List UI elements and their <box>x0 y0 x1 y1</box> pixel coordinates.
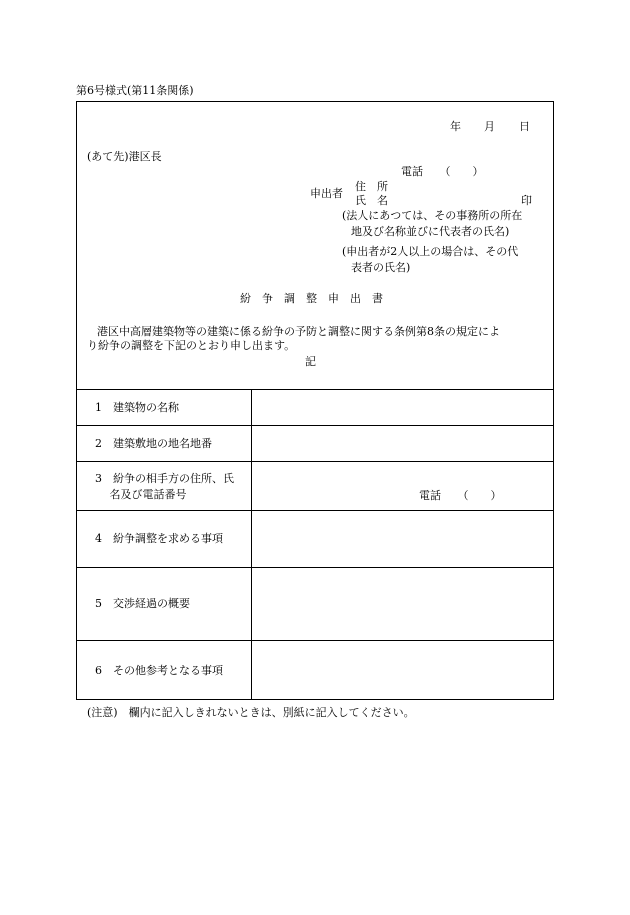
footnote: (注意) 欄内に記入しきれないときは、別紙に記入してください。 <box>87 706 415 719</box>
seal-mark: 印 <box>521 194 532 207</box>
date-day: 日 <box>519 120 530 133</box>
date-month: 月 <box>484 120 495 133</box>
note-multiple-line-2: 表者の氏名) <box>351 261 411 274</box>
body-line-2: り紛争の調整を下記のとおり申し出ます。 <box>87 339 296 352</box>
address-label: 住 所 <box>355 180 388 193</box>
form-number: 第6号様式(第11条関係) <box>76 84 194 97</box>
form-title: 紛 争 調 整 申 出 書 <box>240 292 383 305</box>
row-label-4: 4 紛争調整を求める事項 <box>95 532 223 545</box>
row-label-1: 1 建築物の名称 <box>95 401 179 414</box>
name-label: 氏 名 <box>355 194 388 207</box>
row-divider-5 <box>76 640 554 641</box>
row-3-phone: 電話 （ ） <box>419 489 502 502</box>
row-label-2: 2 建築敷地の地名地番 <box>95 437 212 450</box>
row-divider-4 <box>76 567 554 568</box>
row-divider-3 <box>76 510 554 511</box>
row-label-3a: 3 紛争の相手方の住所、氏 <box>95 472 234 485</box>
date-year: 年 <box>450 120 461 133</box>
body-line-1: 港区中高層建築物等の建築に係る紛争の予防と調整に関する条例第8条の規定によ <box>97 325 500 338</box>
applicant-label: 申出者 <box>310 187 343 200</box>
note-multiple-line-1: (申出者が2人以上の場合は、その代 <box>342 245 519 258</box>
row-label-5: 5 交渉経過の概要 <box>95 597 190 610</box>
applicant-phone: 電話 （ ） <box>401 165 484 178</box>
ki-mark: 記 <box>305 355 316 368</box>
row-divider-1 <box>76 425 554 426</box>
addressee: (あて先)港区長 <box>87 150 162 163</box>
column-divider <box>251 389 252 700</box>
table-top-rule <box>76 389 554 390</box>
row-label-6: 6 その他参考となる事項 <box>95 664 223 677</box>
note-corporate-line-1: (法人にあつては、その事務所の所在 <box>342 209 523 222</box>
row-divider-2 <box>76 461 554 462</box>
row-label-3b: 名及び電話番号 <box>95 488 187 501</box>
note-corporate-line-2: 地及び名称並びに代表者の氏名) <box>351 225 510 238</box>
